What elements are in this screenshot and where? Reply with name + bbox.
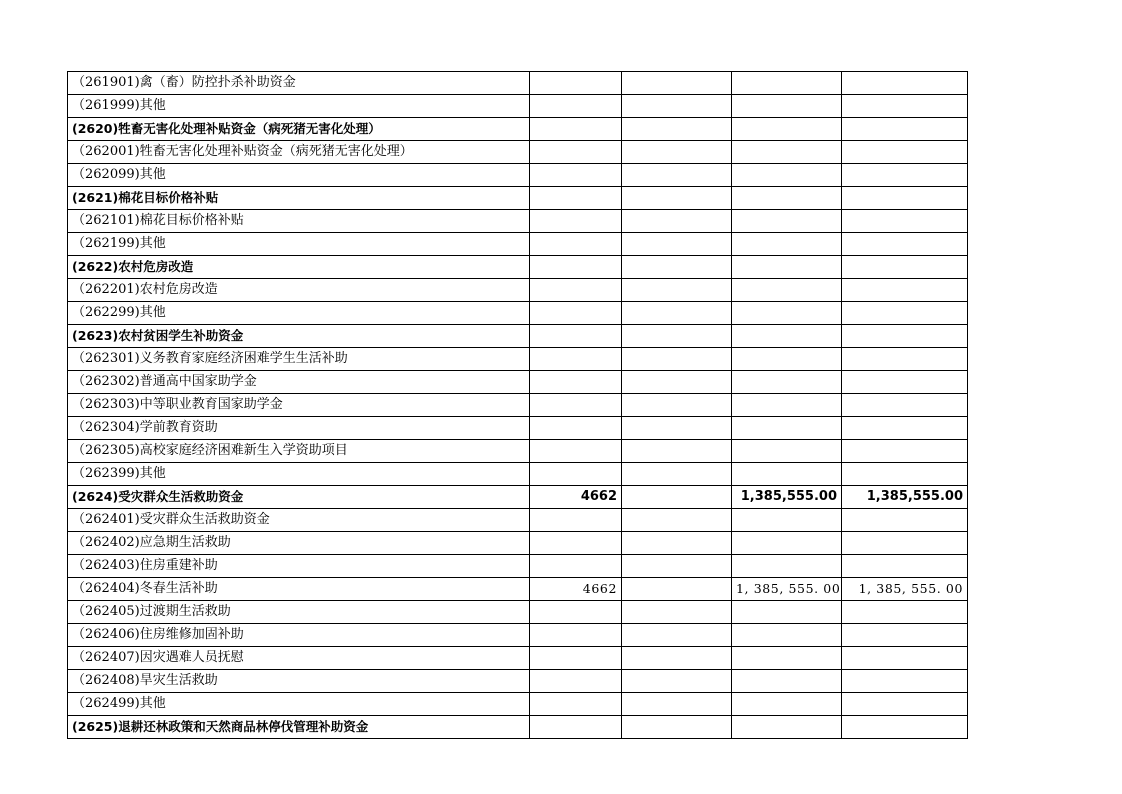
row-value-2 bbox=[622, 141, 732, 164]
budget-table-container bbox=[67, 71, 967, 739]
row-value-1 bbox=[530, 509, 622, 532]
row-value-3 bbox=[732, 233, 842, 256]
row-value-1 bbox=[530, 555, 622, 578]
row-value-2 bbox=[622, 187, 732, 210]
row-value-1 bbox=[530, 325, 622, 348]
row-label: (2624)受灾群众生活救助资金 bbox=[68, 486, 530, 509]
row-value-3 bbox=[732, 532, 842, 555]
row-value-4 bbox=[842, 555, 968, 578]
row-value-3 bbox=[732, 716, 842, 739]
row-value-1 bbox=[530, 95, 622, 118]
row-value-1 bbox=[530, 210, 622, 233]
row-value-4: 1, 385, 555. 00 bbox=[842, 578, 968, 601]
row-value-1 bbox=[530, 279, 622, 302]
row-label: （262399)其他 bbox=[68, 463, 530, 486]
row-label: （262304)学前教育资助 bbox=[68, 417, 530, 440]
row-value-4 bbox=[842, 716, 968, 739]
row-label: （262408)旱灾生活救助 bbox=[68, 670, 530, 693]
row-value-2 bbox=[622, 279, 732, 302]
row-value-1: 4662 bbox=[530, 578, 622, 601]
row-value-3 bbox=[732, 325, 842, 348]
row-value-4 bbox=[842, 325, 968, 348]
row-value-3 bbox=[732, 141, 842, 164]
table-row bbox=[68, 187, 968, 210]
row-value-3 bbox=[732, 95, 842, 118]
row-value-2 bbox=[622, 670, 732, 693]
table-row bbox=[68, 601, 968, 624]
row-label: （262402)应急期生活救助 bbox=[68, 532, 530, 555]
row-value-4 bbox=[842, 348, 968, 371]
row-value-2 bbox=[622, 233, 732, 256]
table-row bbox=[68, 716, 968, 739]
row-value-4 bbox=[842, 279, 968, 302]
table-row bbox=[68, 463, 968, 486]
row-value-1 bbox=[530, 624, 622, 647]
table-row bbox=[68, 325, 968, 348]
row-value-2 bbox=[622, 95, 732, 118]
row-value-4 bbox=[842, 532, 968, 555]
row-value-3 bbox=[732, 463, 842, 486]
row-value-1 bbox=[530, 601, 622, 624]
table-row bbox=[68, 210, 968, 233]
row-value-3 bbox=[732, 601, 842, 624]
row-value-2 bbox=[622, 72, 732, 95]
row-value-1 bbox=[530, 670, 622, 693]
row-value-1 bbox=[530, 647, 622, 670]
row-label: （262406)住房维修加固补助 bbox=[68, 624, 530, 647]
row-value-4 bbox=[842, 256, 968, 279]
row-value-4: 1,385,555.00 bbox=[842, 486, 968, 509]
table-row bbox=[68, 72, 968, 95]
row-label: （261901)禽（畜）防控扑杀补助资金 bbox=[68, 72, 530, 95]
table-row bbox=[68, 647, 968, 670]
row-label: （262299)其他 bbox=[68, 302, 530, 325]
row-value-4 bbox=[842, 394, 968, 417]
row-value-1 bbox=[530, 302, 622, 325]
row-label: （262401)受灾群众生活救助资金 bbox=[68, 509, 530, 532]
row-label: （262001)牲畜无害化处理补贴资金（病死猪无害化处理） bbox=[68, 141, 530, 164]
row-value-4 bbox=[842, 601, 968, 624]
row-label: （261999)其他 bbox=[68, 95, 530, 118]
row-value-2 bbox=[622, 348, 732, 371]
row-value-4 bbox=[842, 417, 968, 440]
row-value-4 bbox=[842, 463, 968, 486]
row-label: （262303)中等职业教育国家助学金 bbox=[68, 394, 530, 417]
row-value-2 bbox=[622, 716, 732, 739]
row-value-3 bbox=[732, 302, 842, 325]
row-value-3 bbox=[732, 164, 842, 187]
row-label: （262201)农村危房改造 bbox=[68, 279, 530, 302]
row-value-1 bbox=[530, 141, 622, 164]
row-label: （262301)义务教育家庭经济困难学生生活补助 bbox=[68, 348, 530, 371]
table-row bbox=[68, 302, 968, 325]
row-value-4 bbox=[842, 141, 968, 164]
table-row bbox=[68, 95, 968, 118]
row-value-1: 4662 bbox=[530, 486, 622, 509]
row-value-1 bbox=[530, 440, 622, 463]
row-value-1 bbox=[530, 187, 622, 210]
row-value-3 bbox=[732, 256, 842, 279]
table-row bbox=[68, 164, 968, 187]
table-row bbox=[68, 141, 968, 164]
table-row bbox=[68, 279, 968, 302]
row-value-2 bbox=[622, 417, 732, 440]
row-label: （262305)高校家庭经济困难新生入学资助项目 bbox=[68, 440, 530, 463]
row-value-2 bbox=[622, 463, 732, 486]
row-value-1 bbox=[530, 716, 622, 739]
row-value-3 bbox=[732, 693, 842, 716]
row-label: （262407)因灾遇难人员抚慰 bbox=[68, 647, 530, 670]
row-value-4 bbox=[842, 509, 968, 532]
table-row bbox=[68, 509, 968, 532]
row-value-2 bbox=[622, 486, 732, 509]
table-row bbox=[68, 371, 968, 394]
row-value-2 bbox=[622, 440, 732, 463]
row-value-3 bbox=[732, 371, 842, 394]
table-row bbox=[68, 670, 968, 693]
row-value-4 bbox=[842, 164, 968, 187]
table-row bbox=[68, 532, 968, 555]
row-value-1 bbox=[530, 394, 622, 417]
row-value-4 bbox=[842, 302, 968, 325]
row-label: （262499)其他 bbox=[68, 693, 530, 716]
row-value-1 bbox=[530, 463, 622, 486]
row-value-1 bbox=[530, 693, 622, 716]
row-value-3 bbox=[732, 118, 842, 141]
table-row bbox=[68, 486, 968, 509]
row-value-4 bbox=[842, 693, 968, 716]
row-label: (2623)农村贫困学生补助资金 bbox=[68, 325, 530, 348]
row-value-3 bbox=[732, 624, 842, 647]
row-value-2 bbox=[622, 555, 732, 578]
row-value-1 bbox=[530, 233, 622, 256]
budget-table-body bbox=[68, 72, 968, 739]
row-label: （262101)棉花目标价格补贴 bbox=[68, 210, 530, 233]
row-value-3 bbox=[732, 279, 842, 302]
table-row bbox=[68, 440, 968, 463]
row-value-2 bbox=[622, 256, 732, 279]
row-value-2 bbox=[622, 325, 732, 348]
row-value-4 bbox=[842, 371, 968, 394]
row-value-1 bbox=[530, 532, 622, 555]
row-value-4 bbox=[842, 95, 968, 118]
row-value-3 bbox=[732, 187, 842, 210]
row-value-2 bbox=[622, 118, 732, 141]
row-value-1 bbox=[530, 256, 622, 279]
row-value-2 bbox=[622, 509, 732, 532]
table-row bbox=[68, 578, 968, 601]
row-value-4 bbox=[842, 118, 968, 141]
budget-table bbox=[67, 71, 968, 739]
row-value-3: 1, 385, 555. 00 bbox=[732, 578, 842, 601]
table-row bbox=[68, 256, 968, 279]
row-value-3 bbox=[732, 210, 842, 233]
table-row bbox=[68, 555, 968, 578]
row-value-1 bbox=[530, 72, 622, 95]
row-value-4 bbox=[842, 233, 968, 256]
row-value-2 bbox=[622, 624, 732, 647]
row-value-2 bbox=[622, 210, 732, 233]
row-value-2 bbox=[622, 302, 732, 325]
row-value-4 bbox=[842, 647, 968, 670]
row-value-4 bbox=[842, 670, 968, 693]
row-value-1 bbox=[530, 371, 622, 394]
table-row bbox=[68, 348, 968, 371]
row-value-4 bbox=[842, 440, 968, 463]
row-value-4 bbox=[842, 624, 968, 647]
row-label: (2625)退耕还林政策和天然商品林停伐管理补助资金 bbox=[68, 716, 530, 739]
row-value-2 bbox=[622, 394, 732, 417]
row-label: （262199)其他 bbox=[68, 233, 530, 256]
row-value-2 bbox=[622, 532, 732, 555]
row-label: (2620)牲畜无害化处理补贴资金（病死猪无害化处理） bbox=[68, 118, 530, 141]
table-row bbox=[68, 394, 968, 417]
row-value-2 bbox=[622, 164, 732, 187]
table-row bbox=[68, 693, 968, 716]
table-row bbox=[68, 118, 968, 141]
row-value-2 bbox=[622, 601, 732, 624]
table-row bbox=[68, 233, 968, 256]
row-value-3 bbox=[732, 394, 842, 417]
row-label: （262405)过渡期生活救助 bbox=[68, 601, 530, 624]
row-label: （262403)住房重建补助 bbox=[68, 555, 530, 578]
row-value-4 bbox=[842, 72, 968, 95]
row-label: (2621)棉花目标价格补贴 bbox=[68, 187, 530, 210]
row-label: （262302)普通高中国家助学金 bbox=[68, 371, 530, 394]
row-value-3 bbox=[732, 647, 842, 670]
table-row bbox=[68, 624, 968, 647]
row-value-4 bbox=[842, 187, 968, 210]
row-value-3 bbox=[732, 348, 842, 371]
row-value-4 bbox=[842, 210, 968, 233]
row-value-3 bbox=[732, 72, 842, 95]
row-label: (2622)农村危房改造 bbox=[68, 256, 530, 279]
row-value-3: 1,385,555.00 bbox=[732, 486, 842, 509]
row-value-3 bbox=[732, 670, 842, 693]
row-value-1 bbox=[530, 417, 622, 440]
row-value-2 bbox=[622, 647, 732, 670]
row-label: （262404)冬春生活补助 bbox=[68, 578, 530, 601]
row-value-1 bbox=[530, 348, 622, 371]
row-value-2 bbox=[622, 371, 732, 394]
row-value-1 bbox=[530, 164, 622, 187]
row-value-3 bbox=[732, 509, 842, 532]
row-value-3 bbox=[732, 440, 842, 463]
table-row bbox=[68, 417, 968, 440]
row-label: （262099)其他 bbox=[68, 164, 530, 187]
row-value-3 bbox=[732, 555, 842, 578]
row-value-2 bbox=[622, 578, 732, 601]
row-value-1 bbox=[530, 118, 622, 141]
row-value-3 bbox=[732, 417, 842, 440]
row-value-2 bbox=[622, 693, 732, 716]
